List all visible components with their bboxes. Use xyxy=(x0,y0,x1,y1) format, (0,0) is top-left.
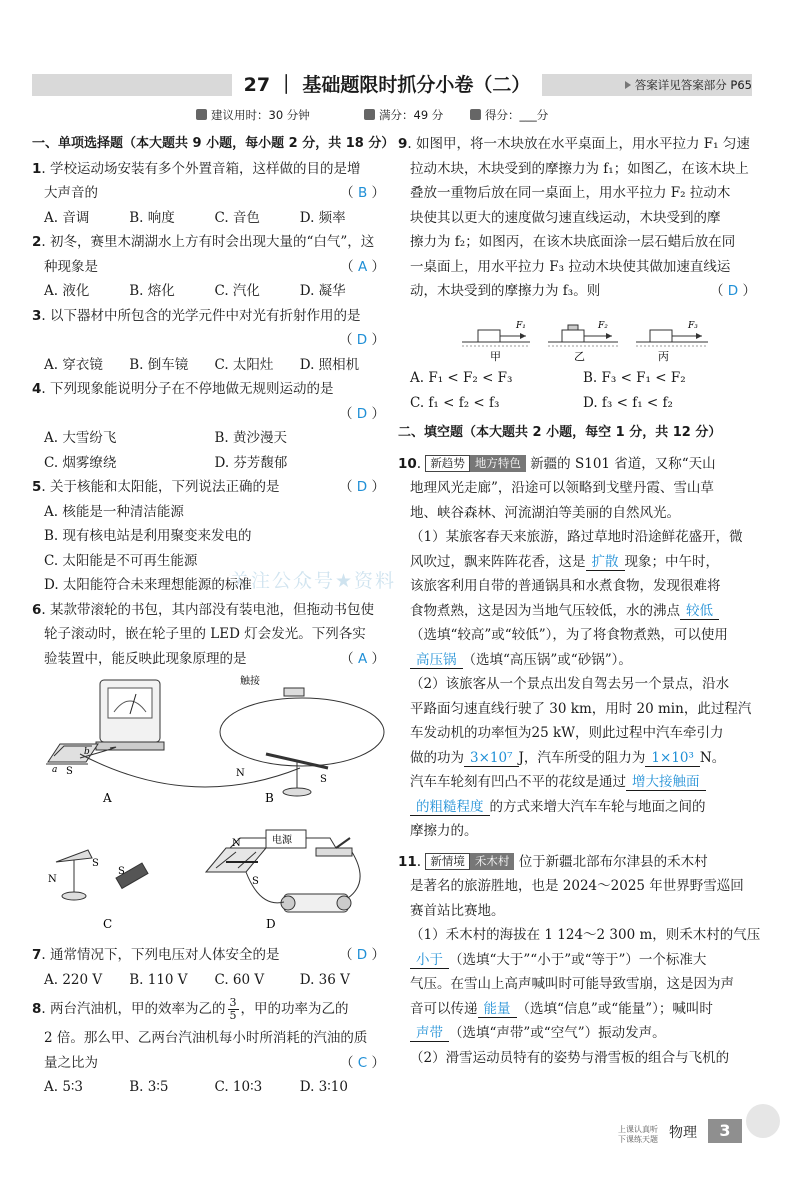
q4-line1: 4. 下列现象能说明分子在不停地做无规则运动的是 xyxy=(32,381,334,397)
q4-options-1: A. 大雪纷飞 B. 黄沙漫天 xyxy=(44,430,288,446)
q10-blank-6a: 增大接触面 xyxy=(626,774,706,791)
label-s-b: S xyxy=(320,774,327,785)
label-b-small: b xyxy=(84,747,90,757)
clock-icon xyxy=(196,109,207,120)
figure-bing xyxy=(636,330,708,346)
answer-reference: 答案详见答案部分 P65 xyxy=(586,76,752,94)
q4-answer: D xyxy=(356,405,368,422)
q3-line2: （ D ） xyxy=(339,332,385,348)
left-column-bottom xyxy=(32,943,385,1100)
q10-blank-3: 高压锅 xyxy=(410,652,463,669)
q10-p1-line4: 食物煮熟，这是因为当地气压较低，水的沸点 较低 xyxy=(398,599,756,624)
q10-p1-line6: 高压锅 （选填“高压锅”或“砂锅”）。 xyxy=(398,648,756,673)
touch-label: 触接 xyxy=(240,676,260,687)
label-f3: F₃ xyxy=(688,321,698,331)
label-n-d: N xyxy=(232,838,241,849)
q9-line5: 擦力为 f₂；如图丙，在该木块底面涂一层石蜡后放在同 xyxy=(410,234,736,250)
meta-time: 建议用时：30 分钟 xyxy=(196,107,310,123)
label-n-c: N xyxy=(48,874,57,885)
q11-blank-3: 声带 xyxy=(410,1025,449,1042)
q11-p1-line4: 音可以传递 能量 （选填“信息”或“能量”）；喊叫时 xyxy=(410,1000,713,1017)
q7-line1: 7. 通常情况下，下列电压对人体安全的是 （ D ） xyxy=(32,947,385,963)
q11-p1-line2: 小于 （选填“大于”“小于”或“等于”）一个标准大 xyxy=(398,948,756,973)
section-heading-2: 二、填空题（本大题共 2 小题，每空 1 分，共 12 分） xyxy=(398,425,722,440)
figure-d-label: D xyxy=(266,917,276,931)
q11-line2: 是著名的旅游胜地，也是 2024～2025 年世界野雪巡回 xyxy=(410,878,744,894)
q11-p1-line3: 气压。在雪山上高声喊叫时可能导致雪崩，这是因为声 xyxy=(410,976,734,992)
q6-figure xyxy=(40,672,385,942)
q4-line2: （ D ） xyxy=(339,405,385,422)
q11-line1: 11. 新情境 禾木村 位于新疆北部布尔津县的禾木村 xyxy=(398,853,708,870)
q10-tag-local: 地方特色 xyxy=(470,455,526,472)
triangle-icon xyxy=(625,81,631,89)
q10-p2-line4: 做的功为 3×10⁷ J，汽车所受的阻力为 1×10³ N。 xyxy=(410,749,726,766)
right-column-mid xyxy=(398,366,761,1070)
q10-p2-line7: 摩擦力的。 xyxy=(410,823,478,839)
label-bing: 丙 xyxy=(658,350,669,363)
q10-line3: 地、峡谷森林、河流湖泊等美丽的自然风光。 xyxy=(410,504,680,521)
q9-answer: D xyxy=(727,283,739,299)
q1-options: A. 音调 B. 响度 C. 音色 D. 频率 xyxy=(44,209,346,226)
q2-line1: 2. 初冬，赛里木湖湖水上方有时会出现大量的“白气”，这 xyxy=(32,234,375,250)
label-s-c2: S xyxy=(118,866,125,877)
power-label: 电源 xyxy=(272,835,292,846)
q5-option-c: C. 太阳能是不可再生能源 xyxy=(44,552,198,569)
q10-line1: 10. 新趋势 地方特色 新疆的 S101 省道，又称“天山 xyxy=(398,455,716,472)
q10-blank-5: 1×10³ xyxy=(645,750,700,767)
score-icon xyxy=(364,109,375,120)
q11-tag-place: 禾木村 xyxy=(470,853,515,870)
q6-line2: 轮子滚动时，嵌在轮子里的 LED 灯会发光。下列各实 xyxy=(44,626,366,642)
figure-b-label: B xyxy=(265,791,274,805)
q5-option-d: D. 太阳能符合未来理想能源的标准 xyxy=(44,577,252,593)
label-jia: 甲 xyxy=(490,350,501,363)
right-column xyxy=(398,132,756,304)
pen-icon xyxy=(470,109,481,120)
q11-blank-2: 能量 xyxy=(478,1001,517,1018)
logo-icon xyxy=(746,1104,780,1138)
q11-blank-1: 小于 xyxy=(410,952,449,969)
q8-line3: 量之比为 （ C ） xyxy=(44,1054,385,1071)
q9-line4: 块使其以更大的速度做匀速直线运动，木块受到的摩 xyxy=(410,209,721,226)
q9-line2: 拉动木块，木块受到的摩擦力为 f₁；如图乙，在该木块上 xyxy=(410,160,749,177)
figure-a-apparatus xyxy=(46,680,300,787)
q1-answer: B xyxy=(357,185,368,201)
q10-tag-trend: 新趋势 xyxy=(425,455,470,472)
q10-p2-line6: 的粗糙程度 的方式来增大汽车车轮与地面之间的 xyxy=(398,795,756,820)
label-f1: F₁ xyxy=(516,321,526,331)
q11-p1-line1: （1）禾木村的海拔在 1 124～2 300 m，则禾木村的气压 xyxy=(410,927,761,943)
q8-options: A. 5∶3 B. 3∶5 C. 10∶3 D. 3∶10 xyxy=(44,1079,348,1095)
q9-line7: 动，木块受到的摩擦力为 f₃。则 （ D ） xyxy=(410,283,756,299)
meta-got: 得分：___分 xyxy=(470,107,548,123)
q1-line2: 大声音的 （ B ） xyxy=(44,185,385,201)
q2-options: A. 液化 B. 熔化 C. 汽化 D. 凝华 xyxy=(44,283,346,299)
q11-line3: 赛首站比赛地。 xyxy=(410,902,505,919)
q10-p2-line2: 平路面匀速直线行驶了 30 km，用时 20 min，此过程汽 xyxy=(410,700,752,717)
q8-line1: 8. 两台汽油机，甲的效率为乙的 $\frac{3}{5}$ ，甲的功率为乙的 xyxy=(32,996,349,1022)
q6-answer: A xyxy=(357,650,368,667)
label-n-b: N xyxy=(236,768,245,779)
label-yi: 乙 xyxy=(574,350,585,363)
label-s-c: S xyxy=(92,858,99,869)
figure-a-label: A xyxy=(103,791,112,805)
q9-options-2: C. f₁ < f₂ < f₃ D. f₃ < f₁ < f₂ xyxy=(410,394,673,411)
q1-line1: 1. 学校运动场安装有多个外置音箱，这样做的目的是增 xyxy=(32,160,361,177)
figure-jia xyxy=(462,330,530,346)
figure-c-label: C xyxy=(103,917,113,931)
q10-p1-line5: （选填“较高”或“较低”），为了将食物煮熟，可以使用 xyxy=(410,627,728,643)
q3-line1: 3. 以下器材中所包含的光学元件中对光有折射作用的是 xyxy=(32,307,361,324)
footer-subject: 物理 xyxy=(669,1125,697,1141)
q2-answer: A xyxy=(357,258,368,275)
label-a-small: a xyxy=(52,765,58,775)
q6-line3: 验装置中，能反映此现象原理的是 （ A ） xyxy=(44,650,385,667)
q10-p1-line1: （1）某旅客春天来旅游，路过草地时沿途鲜花盛开，微 xyxy=(410,529,743,545)
q10-p2-line5: 汽车车轮刻有凹凸不平的花纹是通过 增大接触面 xyxy=(398,770,756,795)
q7-options: A. 220 V B. 110 V C. 60 V D. 36 V xyxy=(44,971,350,988)
meta-score: 满分：49 分 xyxy=(364,107,443,123)
q8-line2: 2 倍。那么甲、乙两台汽油机每小时所消耗的汽油的质 xyxy=(44,1030,368,1046)
q9-figure xyxy=(462,312,722,364)
q10-p2-line1: （2）该旅客从一个景点出发自驾去另一个景点，沿水 xyxy=(410,676,730,692)
q8-answer: C xyxy=(357,1054,368,1071)
q10-blank-6b: 的粗糙程度 xyxy=(410,799,490,816)
q10-line2: 地理风光走廊”，沿途可以领略到戈壁丹霞、雪山草 xyxy=(410,480,714,496)
label-s-d: S xyxy=(252,876,259,887)
figure-c-apparatus xyxy=(56,850,148,900)
q10-blank-4: 3×10⁷ xyxy=(464,750,519,767)
page-number: 3 xyxy=(708,1119,742,1143)
footer-slogan: 上课认真听 下课练天题 xyxy=(618,1125,658,1144)
section-heading-1: 一、单项选择题（本大题共 9 小题，每小题 2 分，共 18 分） xyxy=(32,136,395,151)
q7-answer: D xyxy=(356,947,368,963)
figure-b-apparatus xyxy=(220,688,384,796)
q5-line1: 5. 关于核能和太阳能，下列说法正确的是 （ D ） xyxy=(32,479,385,495)
page-title: 27 ｜ 基础题限时抓分小卷（二） xyxy=(232,71,542,99)
q5-option-a: A. 核能是一种清洁能源 xyxy=(44,503,184,520)
q10-p1-line3: 该旅客利用自带的普通锅具和水煮食物，发现很难将 xyxy=(410,578,721,594)
q10-p1-line2: 风吹过，飘来阵阵花香，这是 扩散 现象；中午时， xyxy=(410,553,719,570)
q10-p2-line3: 车发动机的功率恒为25 kW，则此过程中汽车牵引力 xyxy=(410,725,724,741)
watermark: 关注公众号★资料 xyxy=(230,570,397,592)
q9-options-1: A. F₁ < F₂ < F₃ B. F₃ < F₁ < F₂ xyxy=(410,370,686,386)
q6-line1: 6. 某款带滚轮的书包，其内部没有装电池，但拖动书包使 xyxy=(32,601,374,618)
q4-options-2: C. 烟雾缭绕 D. 芬芳馥郁 xyxy=(44,454,288,471)
q9-line3: 叠放一重物后放在同一桌面上，用水平拉力 F₂ 拉动木 xyxy=(410,185,731,201)
q2-line2: 种现象是 （ A ） xyxy=(44,258,385,275)
q10-blank-1: 扩散 xyxy=(586,554,625,571)
q10-blank-2: 较低 xyxy=(680,603,719,620)
label-f2: F₂ xyxy=(598,321,608,331)
q5-option-b: B. 现有核电站是利用聚变来发电的 xyxy=(44,528,252,544)
q11-p2-line1: （2）滑雪运动员特有的姿势与滑雪板的组合与飞机的 xyxy=(410,1049,730,1066)
q11-p1-line5: 声带 （选填“声带”或“空气”）振动发声。 xyxy=(398,1021,756,1046)
left-column xyxy=(32,132,395,671)
q3-answer: D xyxy=(356,332,368,348)
q9-line6: 一桌面上，用水平拉力 F₃ 拉动木块使其做加速直线运 xyxy=(410,258,731,275)
q11-tag-scene: 新情境 xyxy=(425,853,470,870)
label-s-a: S xyxy=(66,766,73,777)
q5-answer: D xyxy=(356,479,368,495)
q3-options: A. 穿衣镜 B. 倒车镜 C. 太阳灶 D. 照相机 xyxy=(44,356,360,373)
q9-line1: 9. 如图甲，将一木块放在水平桌面上，用水平拉力 F₁ 匀速 xyxy=(398,136,750,152)
